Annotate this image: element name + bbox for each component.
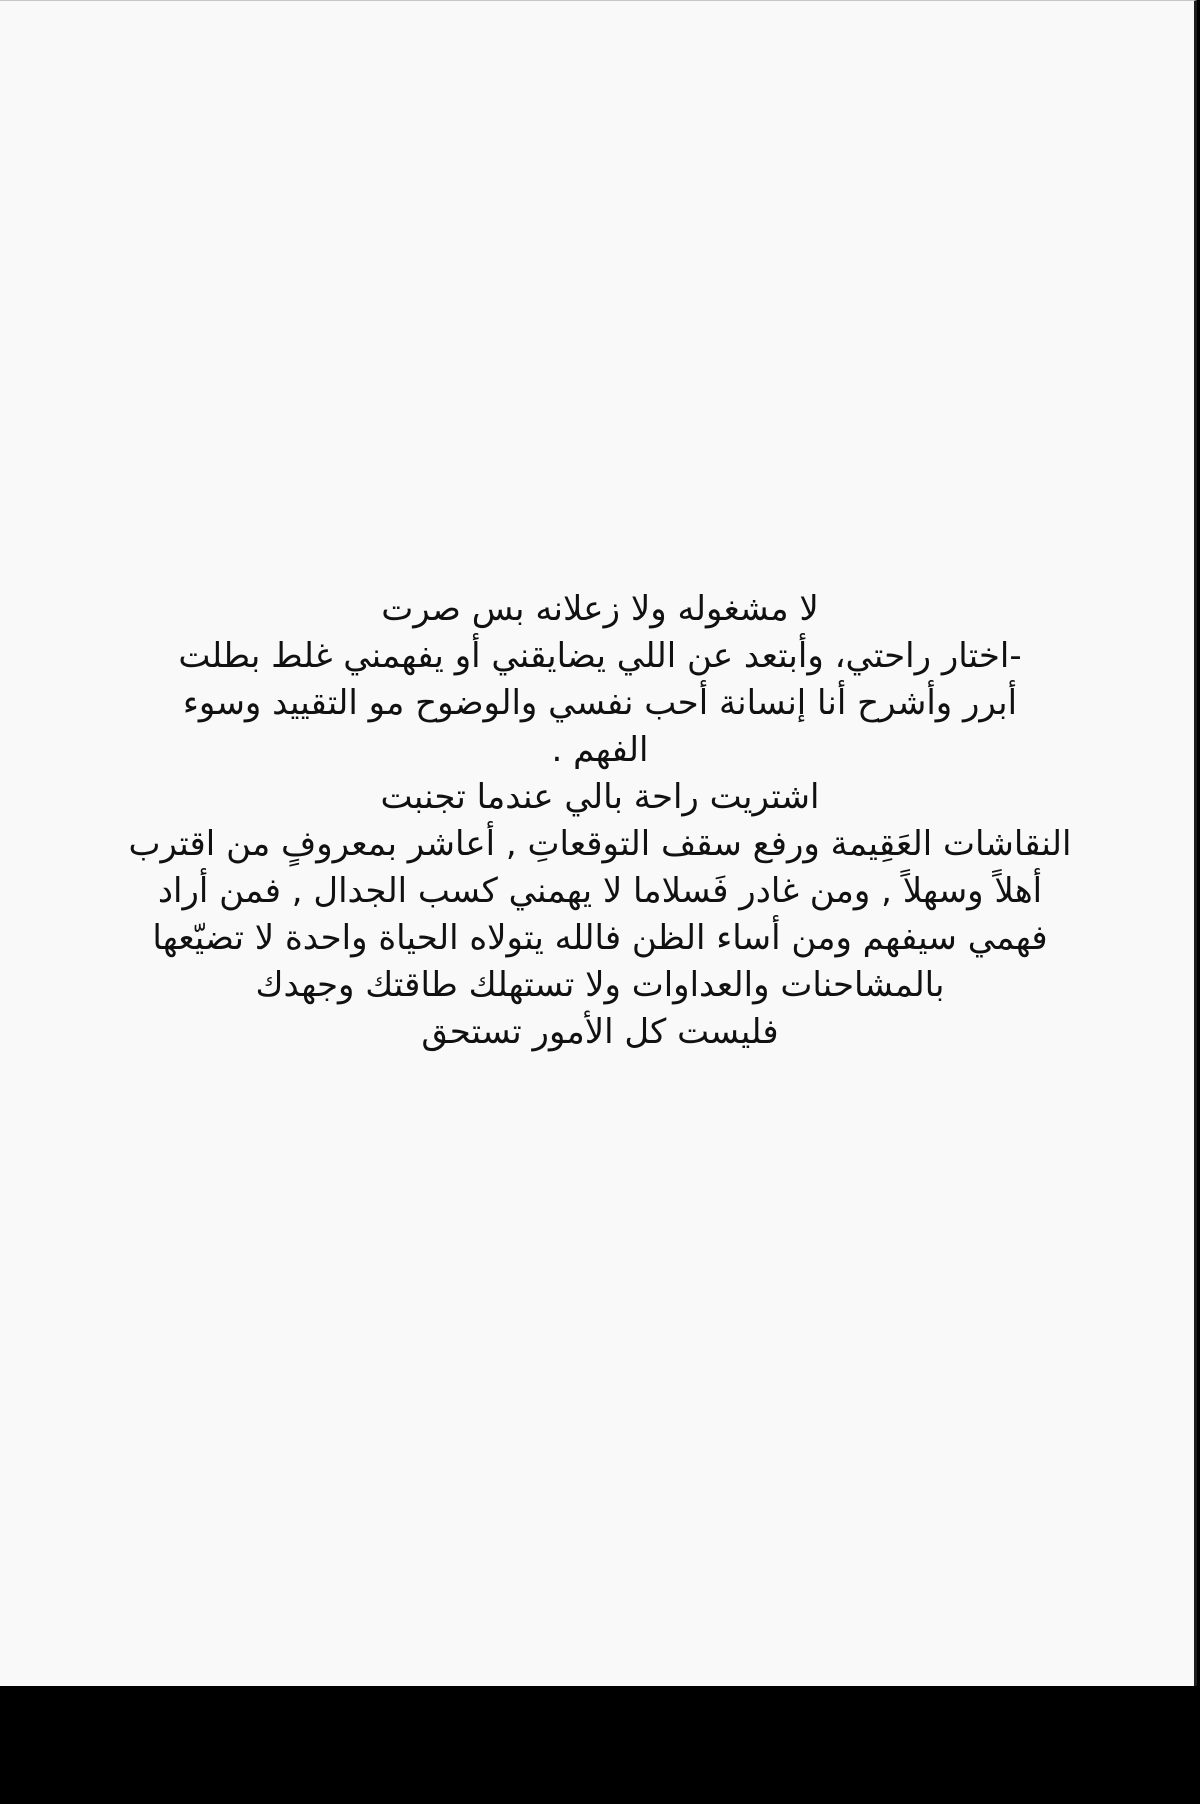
text-line-10: فليست كل الأمور تستحق [421, 1012, 779, 1052]
text-line-7: أهلاً وسهلاً , ومن غادر فَسلاما لا يهمني كسب الجدال , فمن أراد [157, 871, 1043, 911]
text-line-1: لا مشغوله ولا زعلانه بس صرت [381, 589, 819, 629]
text-line-9: بالمشاحنات والعداوات ولا تستهلك طاقتك وجهدك [255, 965, 945, 1005]
note-text [95, 586, 1105, 1056]
text-line-6: النقاشات العَقِيمة ورفع سقف التوقعاتِ , أعاشر بمعروفٍ من اقترب [128, 824, 1072, 864]
text-line-8: فهمي سيفهم ومن أساء الظن فالله يتولاه الحياة واحدة لا تضيّعها [152, 918, 1048, 958]
text-line-5: اشتريت راحة بالي عندما تجنبت [380, 777, 820, 817]
bottom-black-bar [0, 1686, 1200, 1804]
text-line-3: أبرر وأشرح أنا إنسانة أحب نفسي والوضوح مو التقييد وسوء [182, 683, 1018, 723]
text-line-2: -اختار راحتي، وأبتعد عن اللي يضايقني أو يفهمني غلط بطلت [178, 636, 1022, 676]
text-line-4: الفهم . [551, 730, 649, 770]
